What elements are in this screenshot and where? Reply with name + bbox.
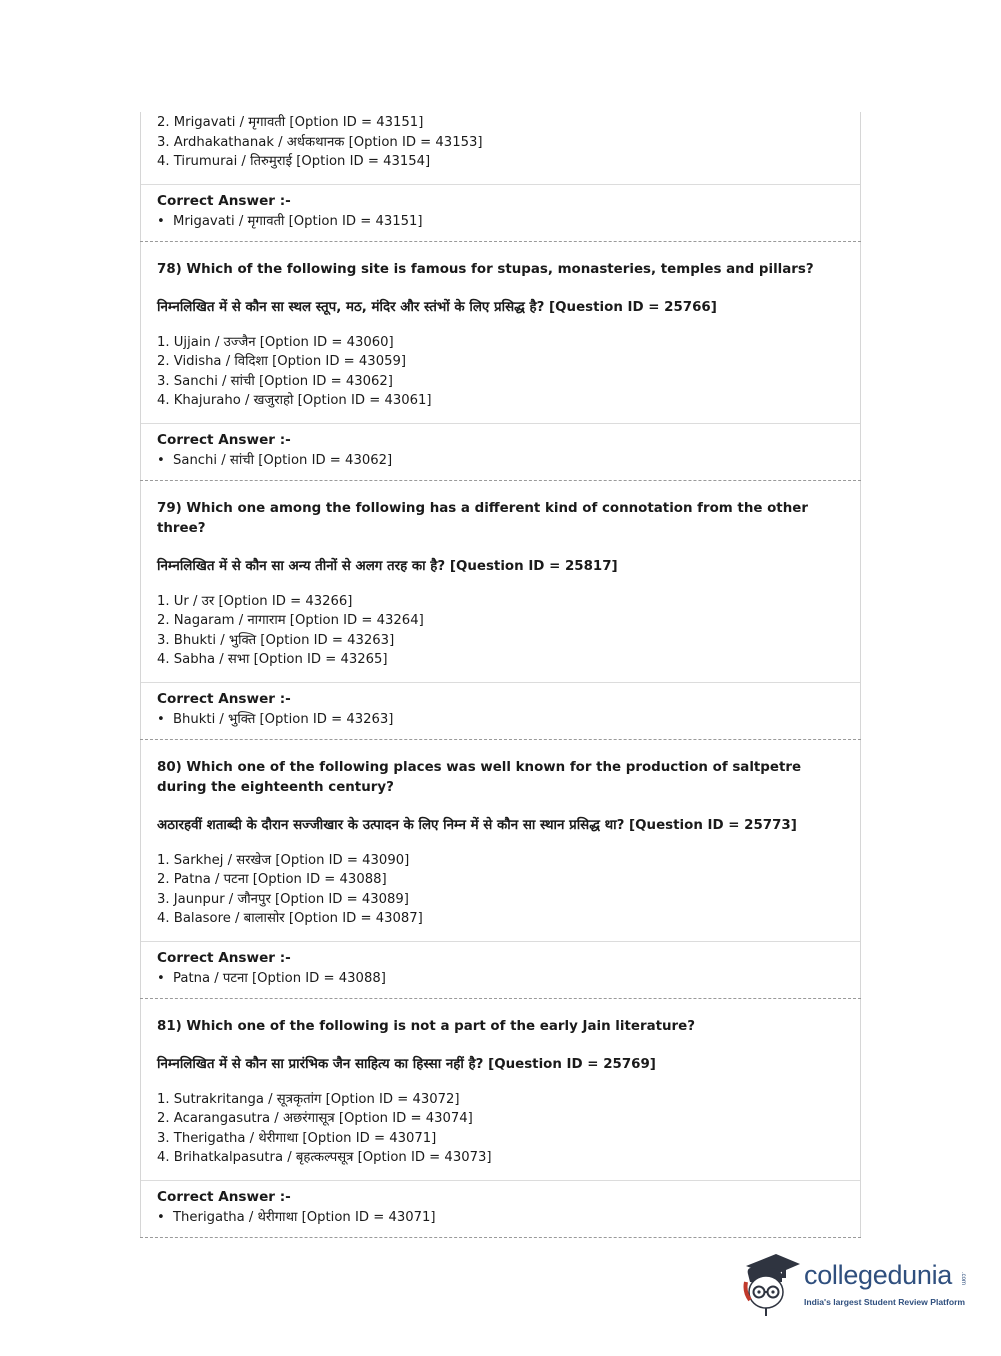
option-item: 2. Patna / पटना [Option ID = 43088]: [157, 872, 387, 887]
question-hindi: अठारहवीं शताब्दी के दौरान सज्जीखार के उत्पादन के लिए निम्न में से कौन सा स्थान प्रसिद्ध था? [Question ID = 25773]: [157, 817, 797, 833]
bullet-icon: •: [157, 1209, 165, 1225]
option-item: 1. Sarkhej / सरखेज [Option ID = 43090]: [157, 852, 410, 868]
question-block-prev: [140, 112, 861, 241]
option-item: 2. Acarangasutra / अछरंगासूत्र [Option ID = 43074]: [157, 1111, 473, 1126]
question-block-81: [140, 999, 861, 1237]
question-hindi: निम्नलिखित में से कौन सा स्थल स्तूप, मठ, मंदिर और स्तंभों के लिए प्रसिद्ध है? [Question ID = 25766]: [157, 299, 717, 315]
option-item: 4. Tirumurai / तिरुमुराई [Option ID = 43154]: [157, 154, 431, 169]
logo-tagline: India's largest Student Review Platform: [804, 1297, 966, 1307]
correct-answer-section: [141, 683, 860, 739]
question-block-78: [140, 242, 861, 480]
option-item: 2. Nagaram / नागाराम [Option ID = 43264]: [157, 613, 424, 628]
logo-wordmark: collegedunia: [804, 1260, 953, 1290]
options-list: [141, 850, 860, 941]
question-text: [141, 999, 860, 1075]
correct-answer-label: Correct Answer :-: [157, 949, 291, 966]
question-block-80: [140, 740, 861, 998]
option-item: 4. Khajuraho / खजुराहो [Option ID = 43061]: [157, 393, 432, 408]
question-hindi: निम्नलिखित में से कौन सा प्रारंभिक जैन साहित्य का हिस्सा नहीं है? [Question ID = 25769]: [157, 1056, 656, 1072]
correct-answer-label: Correct Answer :-: [157, 431, 291, 448]
option-item: 4. Sabha / सभा [Option ID = 43265]: [157, 652, 388, 667]
correct-answer-item: [157, 709, 844, 731]
correct-answer-text: Mrigavati / मृगावती [Option ID = 43151]: [173, 213, 423, 229]
correct-answer-section: [141, 942, 860, 998]
option-item: 3. Sanchi / सांची [Option ID = 43062]: [157, 373, 393, 389]
correct-answer-text: Patna / पटना [Option ID = 43088]: [173, 970, 386, 986]
question-text: [141, 481, 860, 577]
question-english: 78) Which of the following site is famous for stupas, monasteries, temples and pillars?: [157, 261, 814, 277]
correct-answer-text: Therigatha / थेरीगाथा [Option ID = 43071]: [173, 1209, 436, 1225]
correct-answer-section: [141, 185, 860, 241]
bullet-icon: •: [157, 213, 165, 229]
correct-answer-item: [157, 450, 844, 472]
bullet-icon: •: [157, 452, 165, 468]
option-item: 1. Sutrakritanga / सूत्रकृतांग [Option ID = 43072]: [157, 1091, 460, 1107]
question-english: 79) Which one among the following has a different kind of connotation from the other three?: [157, 500, 808, 536]
option-item: 3. Bhukti / भुक्ति [Option ID = 43263]: [157, 632, 395, 648]
correct-answer-label: Correct Answer :-: [157, 690, 291, 707]
options-list: [141, 1089, 860, 1180]
option-item: 1. Ur / उर [Option ID = 43266]: [157, 593, 353, 609]
option-item: 1. Ujjain / उज्जैन [Option ID = 43060]: [157, 334, 394, 350]
option-item: 3. Ardhakathanak / अर्धकथानक [Option ID = 43153]: [157, 134, 483, 150]
option-item: 4. Brihatkalpasutra / बृहत्कल्पसूत्र [Option ID = 43073]: [157, 1150, 492, 1165]
option-item: 2. Mrigavati / मृगावती [Option ID = 43151]: [157, 115, 424, 130]
options-list: [141, 332, 860, 423]
question-english: 81) Which one of the following is not a part of the early Jain literature?: [157, 1018, 695, 1034]
correct-answer-label: Correct Answer :-: [157, 1188, 291, 1205]
option-item: 3. Jaunpur / जौनपुर [Option ID = 43089]: [157, 891, 409, 907]
bullet-icon: •: [157, 970, 165, 986]
correct-answer-label: Correct Answer :-: [157, 192, 291, 209]
logo-domain-suffix: .com: [960, 1272, 966, 1286]
options-list: [141, 112, 860, 184]
bullet-icon: •: [157, 711, 165, 727]
correct-answer-text: Sanchi / सांची [Option ID = 43062]: [173, 452, 393, 468]
question-block-79: [140, 481, 861, 739]
question-text: [141, 242, 860, 318]
question-paper: [140, 112, 861, 1238]
correct-answer-item: [157, 968, 844, 990]
correct-answer-item: [157, 1207, 844, 1229]
student-mascot-icon: [742, 1252, 802, 1318]
correct-answer-section: [141, 424, 860, 480]
question-text: [141, 740, 860, 836]
question-hindi: निम्नलिखित में से कौन सा अन्य तीनों से अलग तरह का है? [Question ID = 25817]: [157, 558, 618, 574]
option-item: 3. Therigatha / थेरीगाथा [Option ID = 43071]: [157, 1130, 437, 1146]
correct-answer-text: Bhukti / भुक्ति [Option ID = 43263]: [173, 711, 394, 727]
option-item: 4. Balasore / बालासोर [Option ID = 43087]: [157, 911, 423, 926]
question-divider: [140, 1237, 861, 1238]
options-list: [141, 591, 860, 682]
correct-answer-section: [141, 1181, 860, 1237]
correct-answer-item: [157, 211, 844, 233]
option-item: 2. Vidisha / विदिशा [Option ID = 43059]: [157, 354, 407, 369]
collegedunia-logo[interactable]: [742, 1252, 972, 1318]
question-english: 80) Which one of the following places was well known for the production of saltpetre during the eighteenth century?: [157, 759, 802, 795]
